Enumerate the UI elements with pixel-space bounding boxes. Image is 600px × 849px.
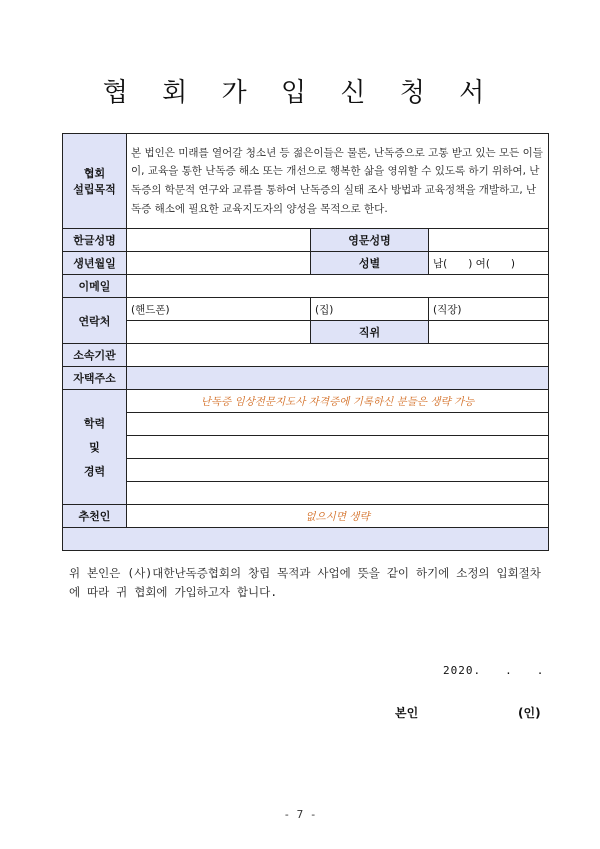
career-row[interactable] <box>127 459 549 482</box>
career-label-line1: 학력 <box>83 417 106 430</box>
declaration-text: 위 본인은 (사)대한난독증협회의 창립 목적과 사업에 뜻을 같이 하기에 소정의 입회절차에 따라 귀 협회에 가입하고자 합니다. <box>69 566 541 599</box>
address-label: 자택주소 <box>63 367 127 390</box>
recommender-field[interactable]: 없으시면 생략 <box>127 505 549 528</box>
home-phone-field[interactable]: (집) <box>311 298 429 321</box>
career-row[interactable] <box>127 436 549 459</box>
signer-label: 본인 <box>395 706 419 720</box>
affiliation-field[interactable] <box>127 344 549 367</box>
mobile-field[interactable]: (핸드폰) <box>127 298 311 321</box>
birthdate-label: 생년월일 <box>63 252 127 275</box>
career-note[interactable]: 난독증 임상전문지도사 자격증에 기록하신 분들은 생략 가능 <box>127 390 549 413</box>
page-number: - 7 - <box>283 808 317 821</box>
english-name-field[interactable] <box>429 229 549 252</box>
gender-field[interactable]: 남( ) 여( ) <box>429 252 549 275</box>
purpose-label-line1: 협회 <box>83 167 106 180</box>
seal-mark: (인) <box>518 706 541 720</box>
page-title: 협 회 가 입 신 청 서 <box>102 78 498 108</box>
application-form <box>62 133 549 720</box>
declaration-date[interactable]: 2020. . . <box>443 664 545 677</box>
purpose-label-line2: 설립목적 <box>73 183 116 196</box>
position-field[interactable] <box>429 321 549 344</box>
birthdate-field[interactable] <box>127 252 311 275</box>
career-row[interactable] <box>127 482 549 505</box>
purpose-label <box>63 134 127 229</box>
address-field[interactable] <box>127 367 549 390</box>
contact-extra-field[interactable] <box>127 321 311 344</box>
declaration-section <box>63 528 549 720</box>
position-label: 직위 <box>311 321 429 344</box>
career-label-line2: 및 <box>89 441 100 454</box>
career-row[interactable] <box>127 413 549 436</box>
career-label <box>63 390 127 505</box>
recommender-label: 추천인 <box>63 505 127 528</box>
email-label: 이메일 <box>63 275 127 298</box>
korean-name-field[interactable] <box>127 229 311 252</box>
gender-label: 성별 <box>311 252 429 275</box>
purpose-text: 본 법인은 미래를 열어갈 청소년 등 젊은이들은 물론, 난독증으로 고통 받고 있는 모든 이들이, 교육을 통한 난독증 해소 또는 개선으로 행복한 삶을 영위할 수 있도록 하기 위하여, 난독증의 학문적 연구와 교류를 통하여 난독증의 실태 조사 방법과 교육정책을 개발하고, 난독증 해소에 필요한 교육지도자의 양성을 목적으로 한다. <box>127 134 549 229</box>
work-phone-field[interactable]: (직장) <box>429 298 549 321</box>
career-label-line3: 경력 <box>83 465 106 478</box>
email-field[interactable] <box>127 275 549 298</box>
contact-label: 연락처 <box>63 298 127 344</box>
affiliation-label: 소속기관 <box>63 344 127 367</box>
english-name-label: 영문성명 <box>311 229 429 252</box>
korean-name-label: 한글성명 <box>63 229 127 252</box>
